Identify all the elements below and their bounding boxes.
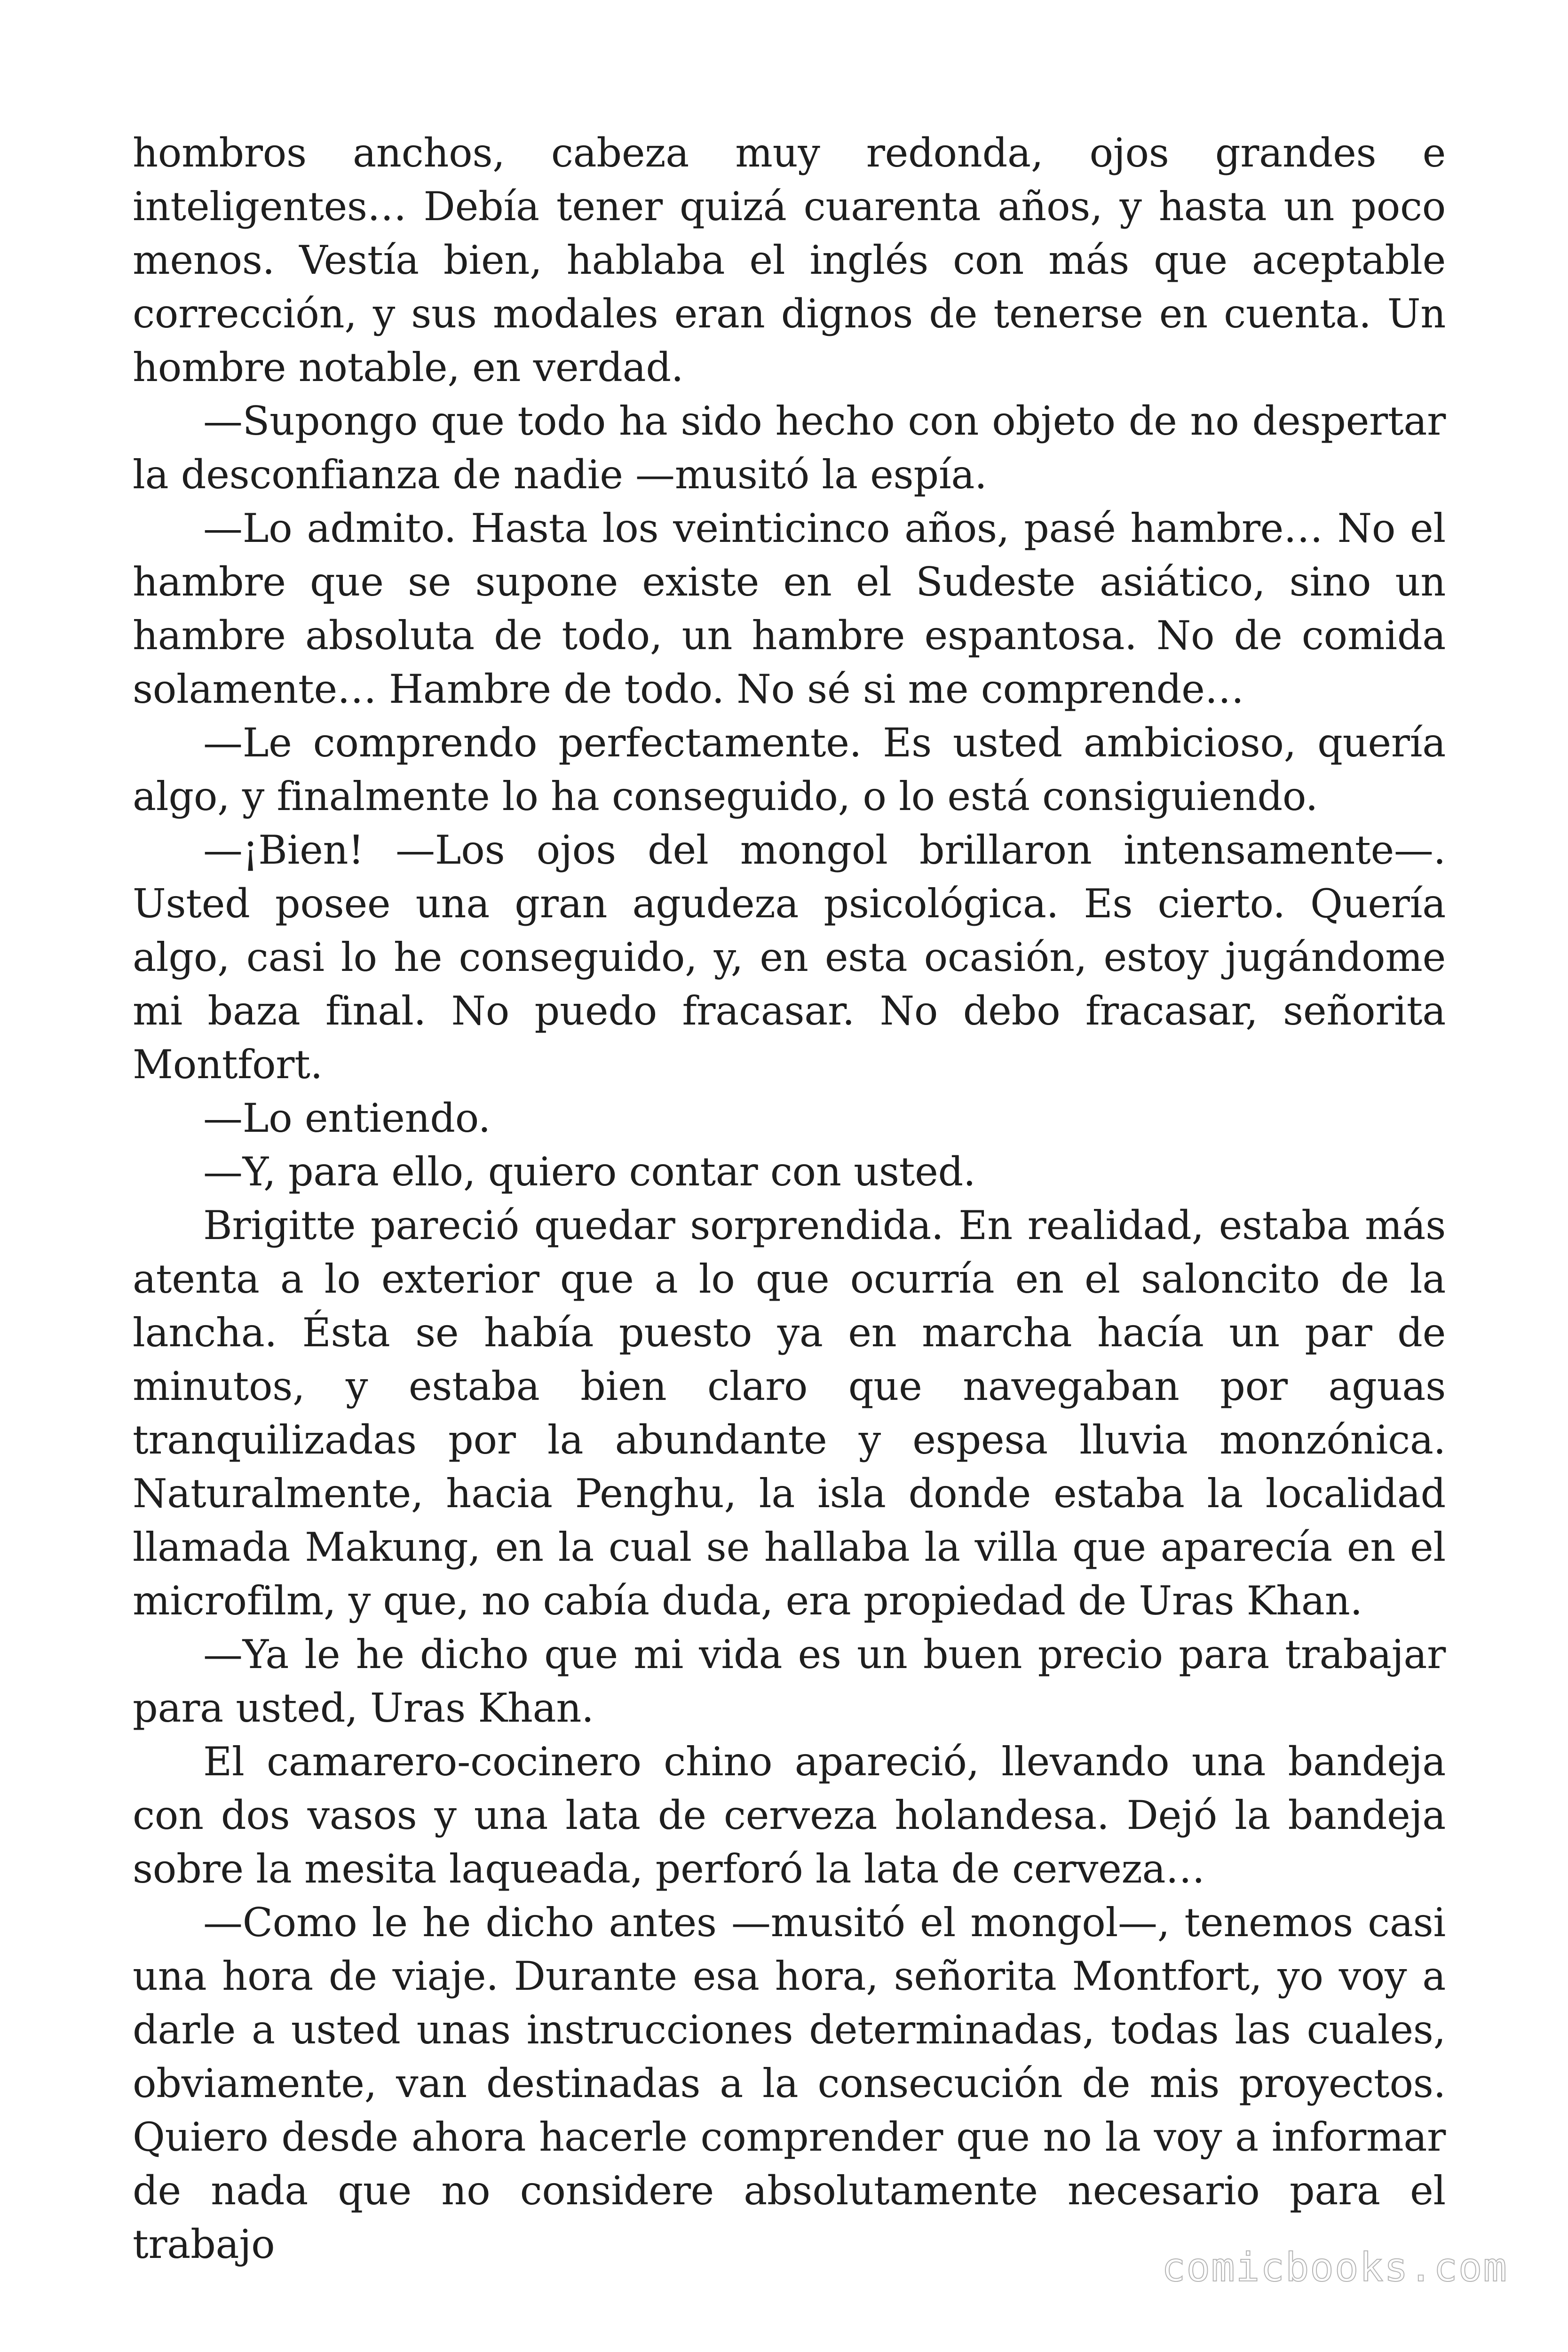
paragraph: hombros anchos, cabeza muy redonda, ojos grandes e inteligentes… Debía tener quizá cuarenta años, y hasta un poco menos. Vestía bien, hablaba el inglés con más que aceptable corrección, y sus modales eran dignos de tenerse en cuenta. Un hombre notable, en verdad. <box>133 130 1446 390</box>
paragraph: —Como le he dicho antes —musitó el mongol—, tenemos casi una hora de viaje. Durante esa hora, señorita Montfort, yo voy a darle a usted unas instrucciones determinadas, todas las cuales, obviamente, van destinadas a la consecución de mis proyectos. Quiero desde ahora hacerle comprender que no la voy a informar de nada que no considere absolutamente necesario para el trabajo <box>133 1899 1446 2267</box>
paragraph: Brigitte pareció quedar sorprendida. En realidad, estaba más atenta a lo exterior que a lo que ocurría en el saloncito de la lancha. Ésta se había puesto ya en marcha hacía un par de minutos, y estaba bien claro que navegaban por aguas tranquilizadas por la abundante y espesa lluvia monzónica. Naturalmente, hacia Penghu, la isla donde estaba la localidad llamada Makung, en la cual se hallaba la villa que aparecía en el microfilm, y que, no cabía duda, era propiedad de Uras Khan. <box>133 1202 1446 1624</box>
paragraph: El camarero-cocinero chino apareció, llevando una bandeja con dos vasos y una lata de cerveza holandesa. Dejó la bandeja sobre la mesita laqueada, perforó la lata de cerveza… <box>133 1739 1446 1892</box>
watermark: comicbooks.com <box>1161 2244 1508 2290</box>
paragraph: —Ya le he dicho que mi vida es un buen precio para trabajar para usted, Uras Khan. <box>133 1631 1446 1731</box>
paragraph: —Lo entiendo. <box>203 1095 491 1141</box>
paragraph: —Le comprendo perfectamente. Es usted ambicioso, quería algo, y finalmente lo ha conseguido, o lo está consiguiendo. <box>133 720 1446 819</box>
page-text <box>133 126 1446 2271</box>
paragraph: —¡Bien! —Los ojos del mongol brillaron intensamente—. Usted posee una gran agudeza psicológica. Es cierto. Quería algo, casi lo he conseguido, y, en esta ocasión, estoy jugándome mi baza final. No puedo fracasar. No debo fracasar, señorita Montfort. <box>133 827 1446 1088</box>
paragraph: —Supongo que todo ha sido hecho con objeto de no despertar la desconfianza de nadie —musitó la espía. <box>133 398 1446 498</box>
paragraph: —Lo admito. Hasta los veinticinco años, pasé hambre… No el hambre que se supone existe en el Sudeste asiático, sino un hambre absoluta de todo, un hambre espantosa. No de comida solamente… Hambre de todo. No sé si me comprende… <box>133 505 1446 712</box>
paragraph: —Y, para ello, quiero contar con usted. <box>203 1149 976 1195</box>
